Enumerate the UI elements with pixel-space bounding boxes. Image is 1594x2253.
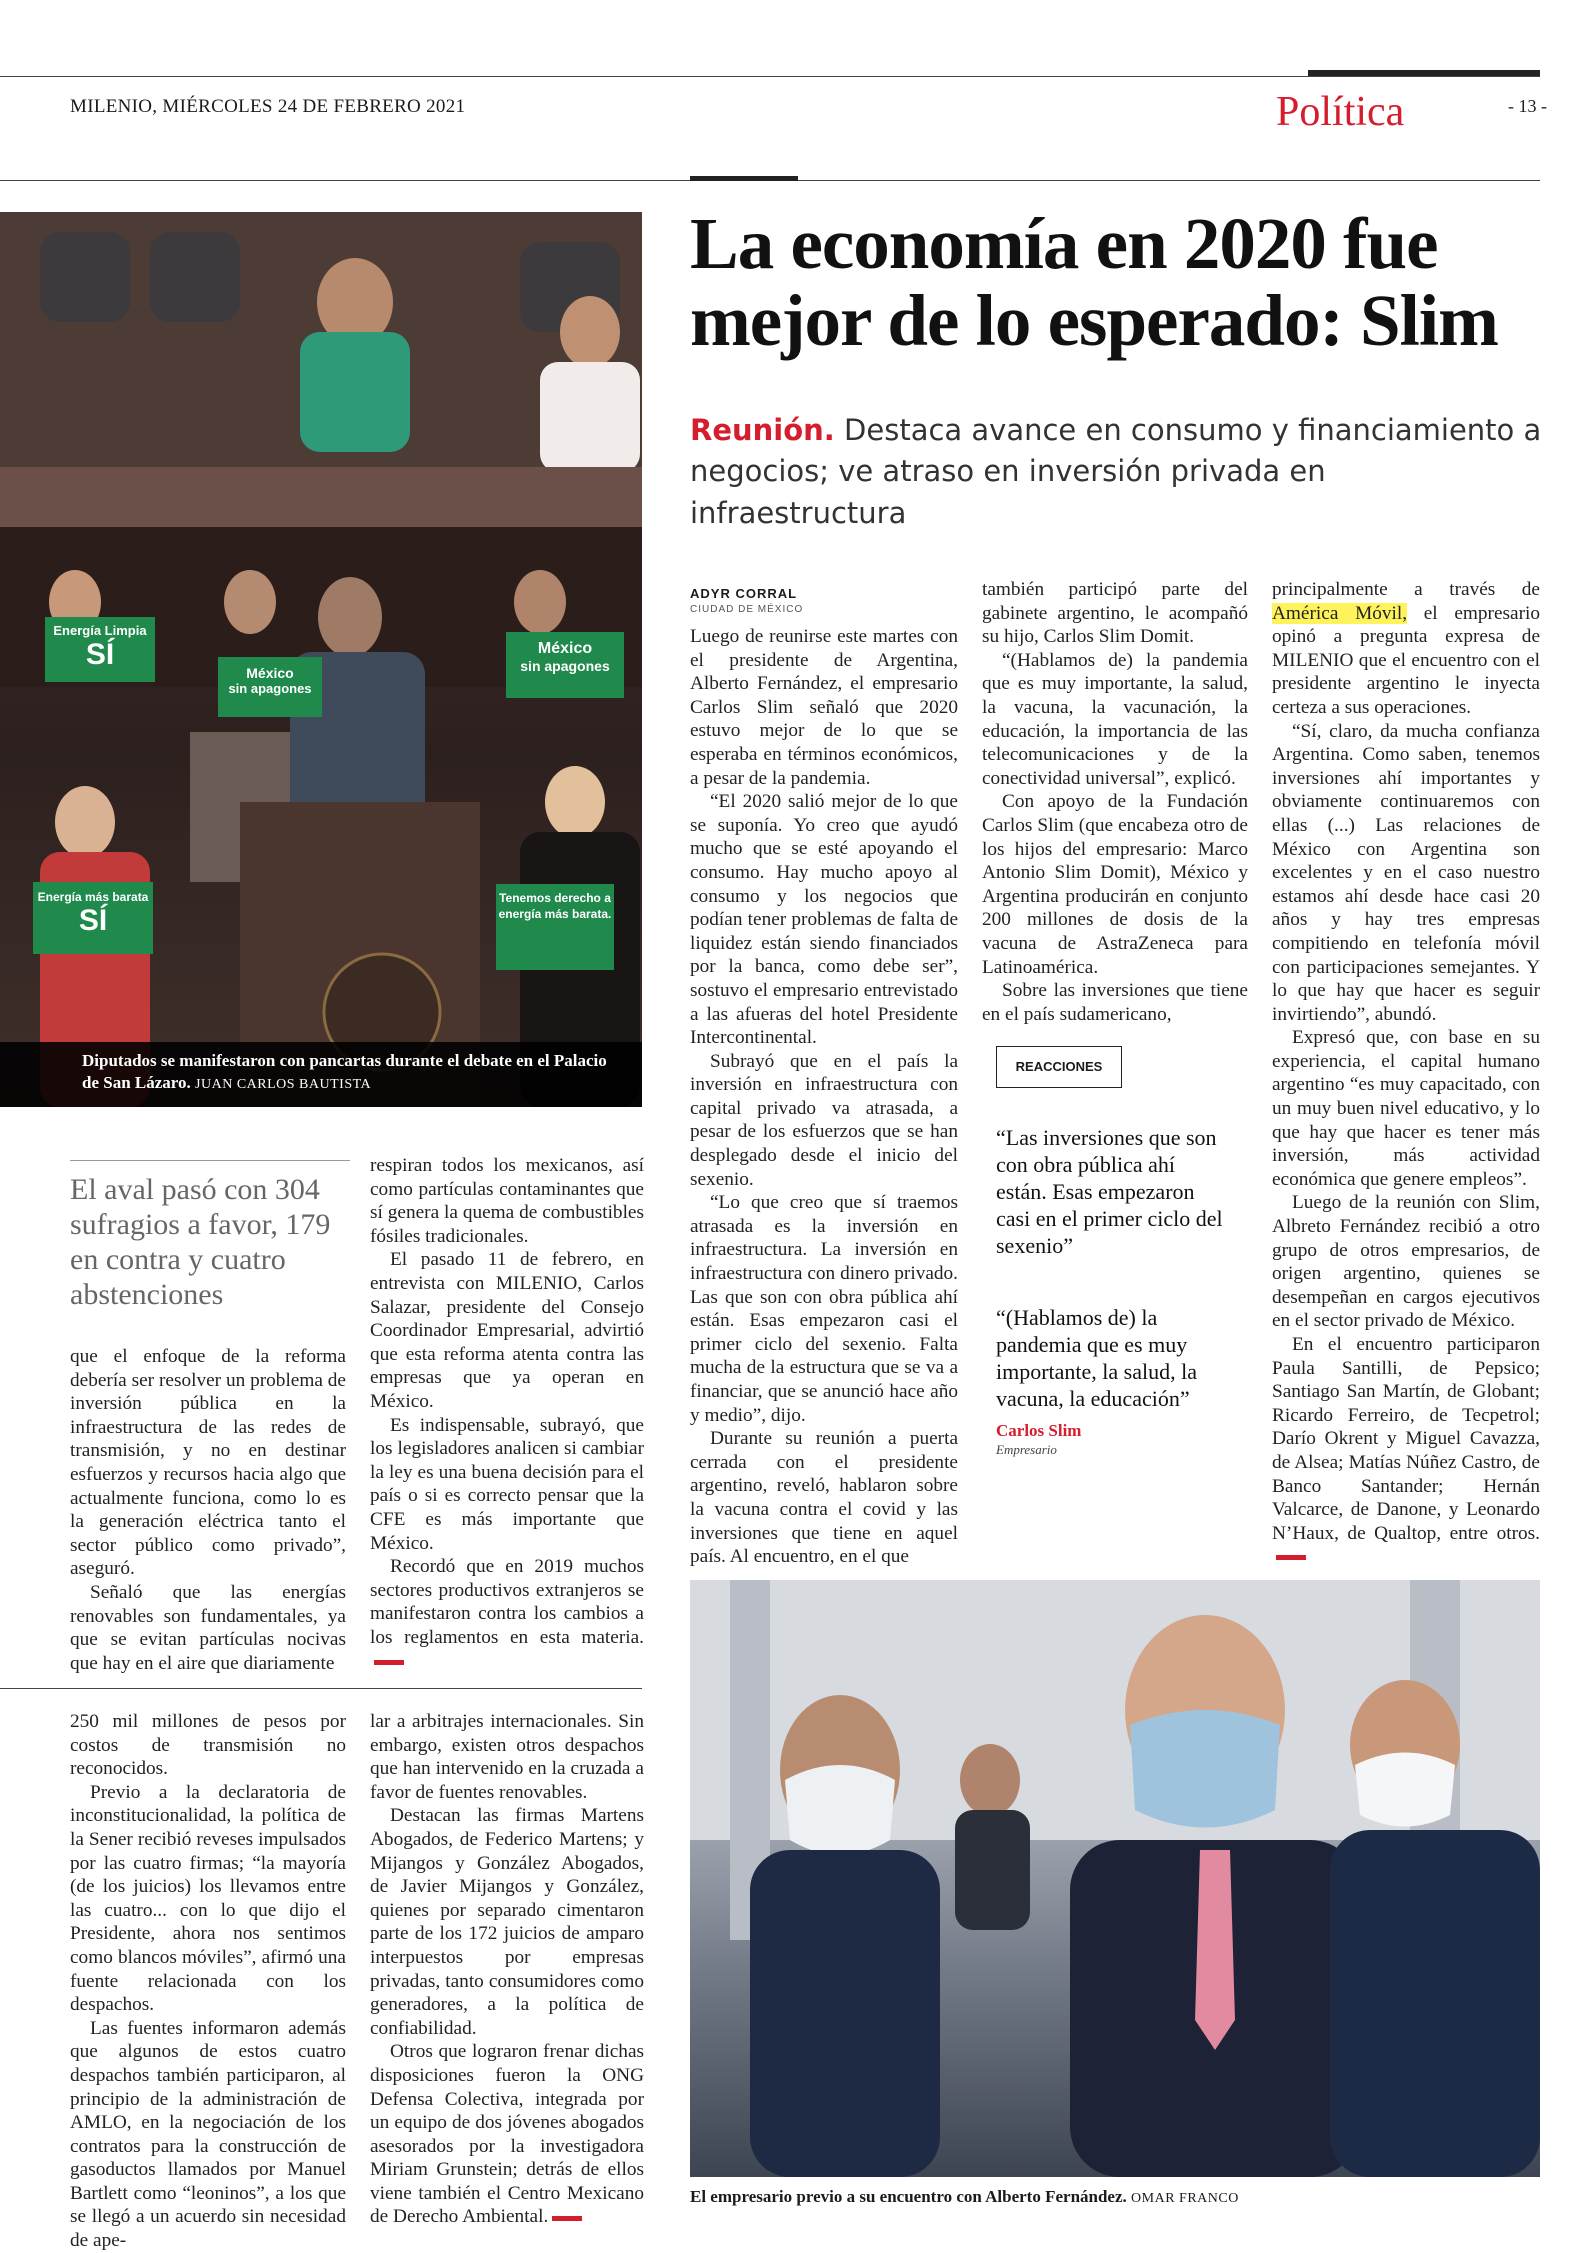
side-divider bbox=[0, 1688, 642, 1689]
reacciones-label: REACCIONES bbox=[996, 1046, 1122, 1088]
sign-text: México bbox=[246, 665, 294, 681]
side-column-c bbox=[70, 1710, 346, 2253]
text-run: el empresario opinó a pregunta expresa de MILENIO que el encuentro con el presidente argentino le inyecta certeza a sus operaciones. bbox=[1272, 602, 1540, 718]
section-rule bbox=[1308, 70, 1540, 76]
paragraph: 250 mil millones de pesos por costos de transmisión no reconocidos. bbox=[70, 1711, 346, 1780]
photo-credit: OMAR FRANCO bbox=[1131, 2191, 1239, 2206]
paragraph: Luego de la reunión con Slim, Albreto Fernández recibió a otro grupo de otros empresarios, de origen argentino, quienes se desempeñan en cargos ejecutivos en el sector privado de México. bbox=[1272, 1192, 1540, 1332]
slim-photo-caption bbox=[690, 2186, 1540, 2210]
end-mark bbox=[552, 2216, 582, 2221]
sign-text: sin apagones bbox=[520, 658, 610, 674]
slim-photo bbox=[690, 1580, 1540, 2177]
paragraph bbox=[1272, 578, 1540, 720]
dateline: CIUDAD DE MÉXICO bbox=[690, 604, 804, 615]
paragraph: Previo a la declaratoria de inconstitucionalidad, la política de la Sener recibió reveses impulsados por las cuatro firmas; “la mayoría (de los juicios) los llevamos entre las cuatro... con lo que dijo el Presidente, ahora nos sentimos como blancos móviles”, afirmó una fuente relacionada con los despachos. bbox=[70, 1781, 346, 2016]
side-column-a bbox=[70, 1345, 346, 1675]
paragraph: Sobre las inversiones que tiene en el país sudamericano, bbox=[982, 980, 1248, 1025]
byline: ADYR CORRAL bbox=[690, 586, 798, 601]
sign-text: sin apagones bbox=[228, 681, 312, 696]
header-rule bbox=[0, 76, 1540, 77]
publication-date: MILENIO, MIÉRCOLES 24 DE FEBRERO 2021 bbox=[70, 96, 466, 117]
article-column-2 bbox=[982, 578, 1248, 1026]
paragraph: Señaló que las energías renovables son fundamentales, ya que se evitan partículas nocivas que hay en el aire que diariamente bbox=[70, 1581, 346, 1674]
text-run: En el encuentro participaron Paula Santilli, de Pepsico; Santiago San Martín, de Globant; Ricardo Ferreiro, de Tecpetrol; Darío Okrent y Miguel Cavazza, de Alsea; Matías Núñez Castro, de Banco Santander; Hernán Valcarce, de Danone, y Leonardo N’Haux, de Qualtop, entre otros. bbox=[1272, 1334, 1540, 1544]
paragraph bbox=[1272, 1333, 1540, 1569]
sign-tenemos-derecho bbox=[496, 884, 614, 970]
paragraph: respiran todos los mexicanos, así como partículas contaminantes que sí genera la quema de combustibles fósiles tradicionales. bbox=[370, 1155, 644, 1247]
sign-text: SÍ bbox=[85, 638, 115, 671]
pullquote-rule bbox=[70, 1160, 350, 1161]
side-column-d bbox=[370, 1710, 644, 2229]
paragraph: también participó parte del gabinete argentino, le acompañó su hijo, Carlos Slim Domit. bbox=[982, 579, 1248, 648]
sign-mexico-sin-apagones-2 bbox=[506, 632, 624, 698]
headline-rule bbox=[690, 176, 798, 181]
quote-author: Carlos Slim bbox=[996, 1421, 1082, 1440]
side-column-b bbox=[370, 1154, 644, 1673]
paragraph: Es indispensable, subrayó, que los legisladores analicen si cambiar la ley es una buena decisión para el país o si es correcto pensar que la CFE es más importante que México. bbox=[370, 1414, 644, 1554]
article-column-3 bbox=[1272, 578, 1540, 1569]
photo-credit: JUAN CARLOS BAUTISTA bbox=[195, 1077, 372, 1092]
paragraph: Expresó que, con base en su experiencia, el capital humano argentino “es muy capacitado, con un muy buen nivel educativo, y lo que hay que hacer es tener más inversión, más actividad económica que genere empleos”. bbox=[1272, 1027, 1540, 1190]
slim-scene bbox=[690, 1580, 1540, 2177]
paragraph: “Lo que creo que sí traemos atrasada es la inversión en infraestructura. La inversión en infraestructura con dinero privado. Las que son con obra pública ahí están. Esas empezaron casi el primer ciclo del sexenio. Falta mucha de la estructura que se va a financiar, que se anunció hace año y medio”, dijo. bbox=[690, 1192, 958, 1426]
sign-mexico-sin-apagones-1 bbox=[218, 657, 322, 717]
caption-bold: El empresario previo a su encuentro con Alberto Fernández. bbox=[690, 2187, 1127, 2206]
headline: La economía en 2020 fue mejor de lo esperado: Slim bbox=[690, 203, 1498, 362]
chamber-photo-caption bbox=[82, 1050, 622, 1096]
deck-kicker: Reunión. bbox=[690, 413, 835, 447]
paragraph: lar a arbitrajes internacionales. Sin embargo, existen otros despachos que han intervenido en la cruzada a favor de fuentes renovables. bbox=[370, 1711, 644, 1803]
paragraph: “(Hablamos de) la pandemia que es muy importante, la salud, la vacuna, la vacunación, la educación, la importancia de las telecomunicaciones y de la conectividad universal”, explicó. bbox=[982, 649, 1248, 789]
sign-energia-limpia bbox=[45, 617, 155, 682]
deck bbox=[690, 410, 1550, 534]
sign-text: México bbox=[537, 640, 593, 657]
text-run: principalmente a través de bbox=[1272, 579, 1540, 600]
pull-quote-2: “(Hablamos de) la pandemia que es muy importante, la salud, la vacuna, la educación” bbox=[996, 1305, 1197, 1411]
sign-text: Energía Limpia bbox=[53, 623, 147, 638]
sign-text: SÍ bbox=[78, 904, 108, 937]
sign-energia-mas-barata bbox=[33, 882, 153, 954]
paragraph: Con apoyo de la Fundación Carlos Slim (que encabeza otro de los hijos del empresario: Marco Antonio Slim Domit), México y Argentina producirán en conjunto 200 millones de dosis de la vacuna de AstraZeneca para Latinoamérica. bbox=[982, 791, 1248, 978]
page-number: - 13 - bbox=[1508, 96, 1547, 116]
text-run: Otros que lograron frenar dichas disposiciones fueron la ONG Defensa Colectiva, integrada por un equipo de dos jóvenes abogados asesorados por la investigadora Miriam Grunstein; detrás de ellos viene también el Centro Mexicano de Derecho Ambiental. bbox=[370, 2041, 644, 2228]
sign-text: Tenemos derecho a energía más barata. bbox=[498, 891, 612, 921]
paragraph: Subrayó que en el país la inversión en infraestructura con capital privado va atrasada, a pesar de los esfuerzos que se han desplegado desde el inicio del sexenio. bbox=[690, 1050, 958, 1190]
paragraph bbox=[370, 2040, 644, 2229]
paragraph: “El 2020 salió mejor de lo que se suponía. Yo creo que ayudó mucho que se esté apoyando el consumo. Hay mucho apoyo al consumo y los negocios que podían tener problemas de falta de liquidez están siendo financiados por la banca, como debe ser”, sostuvo el empresario entrevistado a las afueras del hotel Presidente Intercontinental. bbox=[690, 791, 958, 1049]
paragraph: El pasado 11 de febrero, en entrevista con MILENIO, Carlos Salazar, presidente del Consejo Coordinador Empresarial, advirtió que esta reforma atenta contra las empresas que ya operan en México. bbox=[370, 1249, 644, 1412]
paragraph: Destacan las firmas Martens Abogados, de Federico Martens; y Mijangos y González Abogados, de Javier Mijangos y González, quienes por separado cimentaron parte de los 172 juicios de amparo interpuestos por empresas privadas, tanto consumidores como generadores, a la política de confiabilidad. bbox=[370, 1805, 644, 2039]
paragraph: Durante su reunión a puerta cerrada con el presidente argentino, reveló, hablaron sobre la vacuna contra el covid y las inversiones que tiene en aquel país. Al encuentro, en el que bbox=[690, 1428, 958, 1568]
highlighted-text: América Móvil, bbox=[1272, 602, 1408, 624]
article-column-1 bbox=[690, 625, 958, 1569]
deck-text: Destaca avance en consumo y financiamiento a negocios; ve atraso en inversión privada en infraestructura bbox=[690, 413, 1542, 530]
pull-quote-1: “Las inversiones que son con obra pública ahí están. Esas empezaron casi en el primer ciclo del sexenio” bbox=[996, 1125, 1223, 1258]
paragraph: Luego de reunirse este martes con el presidente de Argentina, Alberto Fernández, el empresario Carlos Slim señaló que 2020 estuvo mejor de lo que se esperaba en términos económicos, a pesar de la pandemia. bbox=[690, 626, 958, 789]
end-mark bbox=[1276, 1555, 1306, 1560]
paragraph: que el enfoque de la reforma debería ser resolver un problema de inversión pública en la infraestructura de las redes de transmisión, y no en destinar esfuerzos y recursos hacia algo que actualmente funciona, como lo es la generación eléctrica tanto el sector público como privado”, aseguró. bbox=[70, 1346, 346, 1580]
text-run: Recordó que en 2019 muchos sectores productivos extranjeros se manifestaron contra los cambios a los reglamentos en esta materia. bbox=[370, 1556, 644, 1648]
paragraph bbox=[370, 1555, 644, 1673]
side-pullquote: El aval pasó con 304 sufragios a favor, 179 en contra y cuatro abstenciones bbox=[70, 1173, 331, 1311]
caption-bold: Diputados se manifestaron con pancartas durante el debate en el Palacio de San Lázaro. bbox=[82, 1051, 607, 1092]
paragraph: Las fuentes informaron además que algunos de estos cuatro despachos también participaron, al principio de la administración de AMLO, en la negociación de los contratos para la construcción de gasoductos llamados por Manuel Bartlett como “leoninos”, a los que se llegó a un acuerdo sin necesidad de ape- bbox=[70, 2017, 346, 2252]
quote-author-role: Empresario bbox=[996, 1442, 1057, 1457]
end-mark bbox=[374, 1660, 404, 1665]
section-title: Política bbox=[1276, 89, 1405, 135]
chamber-photo bbox=[0, 212, 642, 1107]
sign-text: Energía más barata bbox=[37, 890, 149, 904]
paragraph: “Sí, claro, da mucha confianza Argentina. Como saben, tenemos inversiones ahí importantes y obviamente continuaremos con ellas (...) Las relaciones de México con Argentina son excelentes y en el caso nuestro estamos ahí desde hace casi 20 años y hay tres empresas compitiendo en telefonía móvil con participaciones semejantes. Y lo que hay que hacer es seguir invirtiendo”, abundó. bbox=[1272, 720, 1540, 1025]
